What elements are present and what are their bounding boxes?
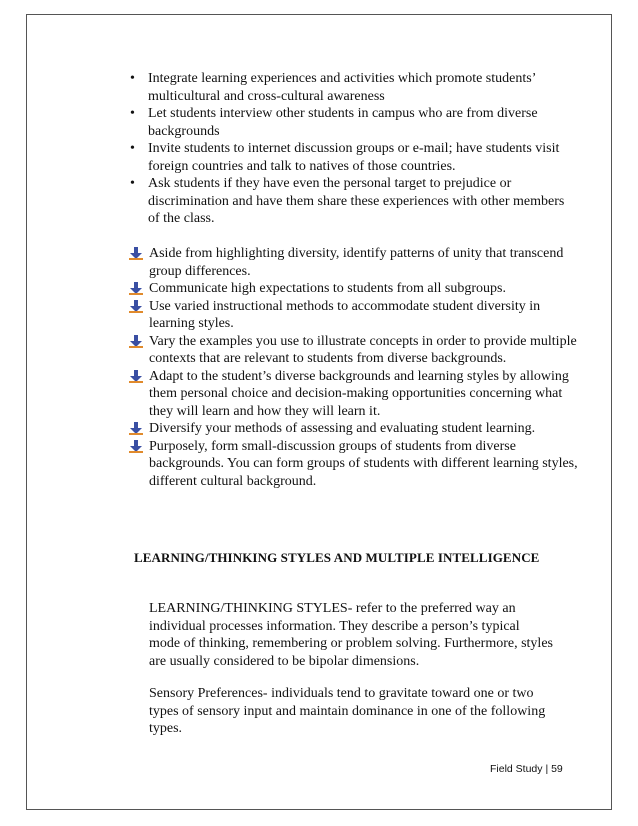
marked-item [149, 438, 579, 491]
bullet-text: Integrate learning experiences and activities which promote students’ multicultural and cross-cultural awareness [148, 71, 536, 104]
marked-text: Communicate high expectations to students from all subgroups. [149, 281, 506, 296]
marked-text: Adapt to the student’s diverse backgrounds and learning styles by allowing them personal choice and decision-making opportunities concerning what they will learn and how they will learn it. [149, 368, 569, 419]
marked-item [149, 333, 579, 368]
marked-item [149, 298, 579, 333]
bullet-dot-icon: • [130, 176, 135, 191]
bullet-text: Invite students to internet discussion groups or e-mail; have students visit foreign countries and talk to natives of those countries. [148, 141, 560, 174]
marked-list [149, 245, 579, 490]
marked-text: Vary the examples you use to illustrate concepts in order to provide multiple contexts that are relevant to students from diverse backgrounds. [149, 333, 577, 366]
bullet-dot-icon: • [130, 106, 135, 121]
bullet-list [130, 70, 578, 228]
arrow-down-checkmark-icon [129, 300, 143, 313]
bullet-item [130, 140, 578, 175]
bullet-dot-icon: • [130, 141, 135, 156]
bullet-item [130, 70, 578, 105]
page-footer: Field Study | 59 [490, 763, 563, 775]
paragraph-learning-styles: LEARNING/THINKING STYLES- refer to the preferred way an individual processes information. They describe a person’s typical mode of thinking, remembering or problem solving. Furthermore, styles are usually considered to be bipolar dimensions. [149, 601, 553, 669]
bullet-item [130, 175, 578, 228]
paragraph-sensory-preferences: Sensory Preferences- individuals tend to gravitate toward one or two types of sensory input and maintain dominance in one of the following types. [149, 686, 546, 736]
arrow-down-checkmark-icon [129, 422, 143, 435]
marked-item [149, 280, 579, 298]
marked-text: Purposely, form small-discussion groups of students from diverse backgrounds. You can form groups of students with different learning styles, different cultural background. [149, 438, 578, 489]
marked-item [149, 368, 579, 421]
marked-item [149, 245, 579, 280]
marked-text: Diversify your methods of assessing and evaluating student learning. [149, 421, 536, 436]
section-heading: LEARNING/THINKING STYLES AND MULTIPLE INTELLIGENCE [134, 550, 540, 565]
bullet-item [130, 105, 578, 140]
marked-item [149, 420, 579, 438]
marked-text: Use varied instructional methods to accommodate student diversity in learning styles. [149, 298, 541, 331]
arrow-down-checkmark-icon [129, 247, 143, 260]
marked-text: Aside from highlighting diversity, identify patterns of unity that transcend group differences. [149, 246, 564, 279]
arrow-down-checkmark-icon [129, 370, 143, 383]
arrow-down-checkmark-icon [129, 440, 143, 453]
bullet-text: Let students interview other students in campus who are from diverse backgrounds [148, 106, 538, 139]
arrow-down-checkmark-icon [129, 282, 143, 295]
bullet-dot-icon: • [130, 71, 135, 86]
arrow-down-checkmark-icon [129, 335, 143, 348]
bullet-text: Ask students if they have even the personal target to prejudice or discrimination and have them share these experiences with other members of the class. [148, 176, 565, 226]
